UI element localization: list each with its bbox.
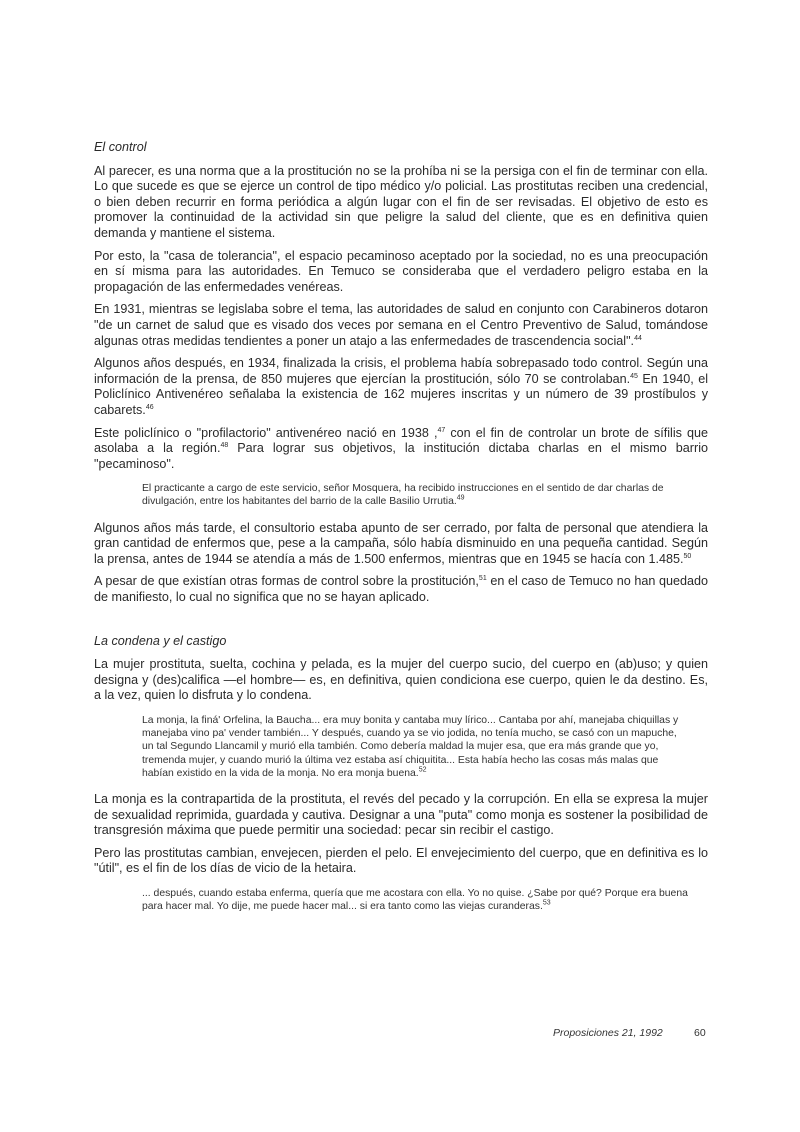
footnote-marker: 49 [456, 495, 465, 503]
paragraph-text: Algunos años después, en 1934, finalizada la crisis, el problema había sobrepasado todo control. Según una información de la prensa, de 850 mujeres que ejercían la prostitución, sólo 70 se controlaban. [94, 356, 708, 386]
paragraph-text: La monja es la contrapartida de la prostituta, el revés del pecado y la corrupción. En ella se expresa la mujer de sexualidad reprimida, guardada y cautiva. Designar a una "puta" como monja es sostener la posibilidad de transgresión máxima que puede permitir una sociedad: pecar sin recibir el castigo. [94, 792, 708, 838]
block-quote [142, 714, 688, 780]
section-heading-la-condena: La condena y el castigo [94, 633, 227, 648]
page-body [94, 140, 708, 925]
block-quote [142, 482, 688, 508]
quote-text: El practicante a cargo de este servicio, señor Mosquera, ha recibido instrucciones en el sentido de dar charlas de divulgación, entre los habitantes del barrio de la calle Basilio Urrutia. [142, 483, 664, 508]
quote-text: La monja, la finá' Orfelina, la Baucha... era muy bonita y cantaba muy lírico... Cantaba por ahí, manejaba chiquillas y manejaba vino pa' vender también... Y después, cuando ya se vio jodida, no tenía mucho, se casó con un mapuche, un tal Segundo Llancamil y murió ella también. Como debería maldad la mujer esa, que era más grande que yo, tremenda mujer, y cuando murió la última vez estaba así chiquitita... Esta había hecho las cosas más malas que habían existido en la vida de la monja. No era monja buena. [142, 715, 679, 779]
paragraph-text: La mujer prostituta, suelta, cochina y pelada, es la mujer del cuerpo sucio, del cuerpo en (ab)uso; y quien designa y (des)califica —el hombre— es, en definitiva, quien condiciona ese cuerpo, quien le da destino. Es, a la vez, quien lo disfruta y lo condena. [94, 657, 708, 703]
footnote-marker: 44 [634, 334, 642, 342]
paragraph-text: En 1931, mientras se legislaba sobre el tema, las autoridades de salud en conjunto con Carabineros dotaron "de un carnet de salud que es visado dos veces por semana en el Centro Preventivo de Salud, tomándose algunas otras medidas tendientes a poner un atajo a las enfermedades de trascendencia social". [94, 302, 708, 348]
page-number: 60 [694, 1027, 706, 1039]
footnote-marker: 47 [437, 426, 446, 434]
paragraph-text: con el fin de controlar un brote de sífilis que asolaba a la región. [94, 425, 708, 456]
paragraph-text: A pesar de que existían otras formas de control sobre la prostitución, [94, 574, 479, 589]
footnote-marker: 52 [418, 766, 427, 774]
footnote-marker: 48 [220, 441, 229, 449]
block-quote [142, 887, 688, 913]
paragraph [94, 521, 708, 568]
quote-text: ... después, cuando estaba enferma, quería que me acostara con ella. Yo no quise. ¿Sabe por qué? Porque era buena para hacer mal. Yo dije, me puede hacer mal... si era tanto como las viejas curanderas. [142, 888, 688, 913]
footnote-marker: 46 [145, 403, 154, 411]
section-heading-el-control: El control [94, 140, 147, 154]
paragraph [94, 792, 708, 839]
footnote-marker: 53 [542, 899, 551, 907]
paragraph-text: Por esto, la "casa de tolerancia", el espacio pecaminoso aceptado por la sociedad, no es una preocupación en sí misma para las autoridades. En Temuco se consideraba que el verdadero peligro estaba en la propagación de las enfermedades venéreas. [94, 248, 708, 294]
footnote-marker: 50 [683, 552, 692, 560]
paragraph [94, 302, 708, 349]
paragraph-text: Este policlínico o "profilactorio" antivenéreo nació en 1938 , [94, 425, 438, 440]
paragraph [94, 846, 708, 877]
footnote-marker: 45 [630, 372, 638, 380]
paragraph [94, 164, 708, 242]
footnote-marker: 51 [478, 575, 487, 583]
paragraph-text: Algunos años más tarde, el consultorio estaba apunto de ser cerrado, por falta de personal que atendiera la gran cantidad de enfermos que, pese a la campaña, sólo había disminuido en una pequeña cantidad. Según la prensa, antes de 1944 se atendía a más de 1.500 enfermos, mientras que en 1945 se hacía con 1.485. [94, 520, 708, 566]
paragraph-text: en el caso de Temuco no han quedado de manifiesto, lo cual no significa que no se hayan aplicado. [94, 574, 708, 605]
paragraph [94, 574, 708, 605]
paragraph [94, 249, 708, 296]
journal-citation: Proposiciones 21, 1992 [553, 1027, 663, 1039]
paragraph-text: Pero las prostitutas cambian, envejecen, pierden el pelo. El envejecimiento del cuerpo, que en definitiva es lo "útil", es el fin de los días de vicio de la hetaira. [94, 845, 708, 876]
paragraph-text: Para lograr sus objetivos, la institución dictaba charlas en el mismo barrio "pecaminoso". [94, 441, 708, 471]
paragraph-text: Al parecer, es una norma que a la prostitución no se la prohíba ni se la persiga con el fin de terminar con ella. Lo que sucede es que se ejerce un control de tipo médico y/o policial. Las prostitutas reciben una credencial, o bien deben recurrir en forma periódica a algún lugar con el fin de ser revisadas. El objetivo de esto es promover la continuidad de la actividad sin que peligre la salud del cliente, que es en definitiva quien demanda y mantiene el sistema. [94, 163, 708, 240]
paragraph [94, 426, 708, 473]
paragraph [94, 356, 708, 418]
paragraph-text: En 1940, el Policlínico Antivenéreo señalaba la existencia de 162 mujeres inscritas y un número de 39 prostíbulos y cabarets. [94, 371, 708, 417]
paragraph [94, 657, 708, 704]
